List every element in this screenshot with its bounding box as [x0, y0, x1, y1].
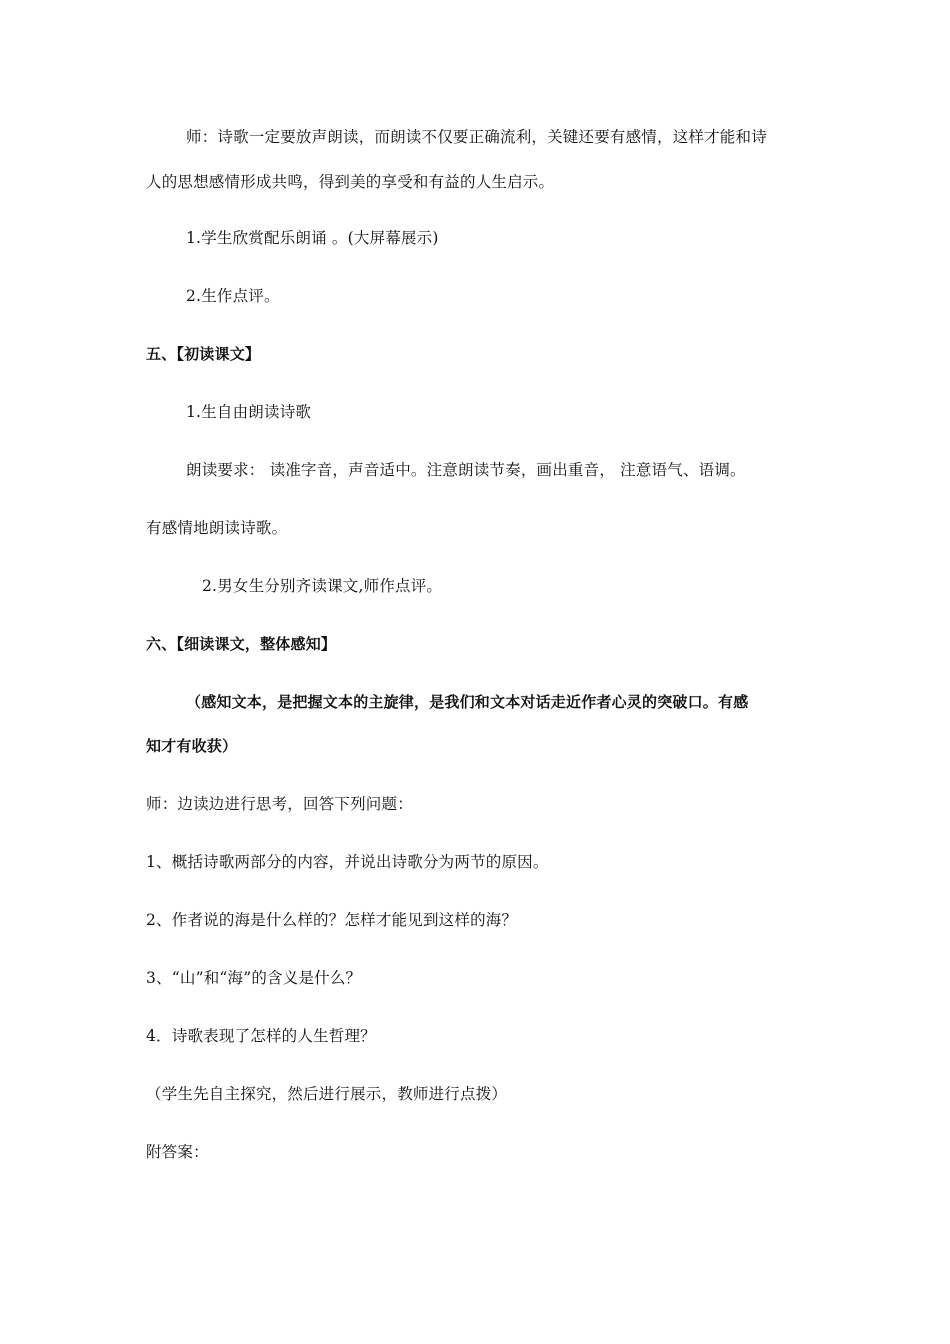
section-heading-five: 五、【初读课文】	[146, 345, 261, 363]
paragraph-free-reading: 1.生自由朗读诗歌	[186, 403, 312, 421]
question-4: 4．诗歌表现了怎样的人生哲理？	[146, 1027, 376, 1045]
paragraph-item-appreciate: 1.学生欣赏配乐朗诵 。(大屏幕展示)	[186, 229, 439, 247]
paragraph-perception-line1: （感知文本，是把握文本的主旋律，是我们和文本对话走近作者心灵的突破口。有感	[186, 693, 749, 711]
paragraph-answers-label: 附答案：	[146, 1143, 209, 1161]
paragraph-teacher-questions: 师：边读边进行思考，回答下列问题：	[146, 795, 413, 813]
paragraph-group-reading: 2.男女生分别齐读课文,师作点评。	[202, 577, 443, 595]
paragraph-reading-requirements: 朗读要求： 读准字音，声音适中。注意朗读节奏，画出重音， 注意语气、语调。	[186, 461, 746, 479]
paragraph-teacher-line1: 师：诗歌一定要放声朗读，而朗读不仅要正确流利，关键还要有感情，这样才能和诗	[186, 128, 767, 146]
paragraph-item-comment: 2.生作点评。	[186, 287, 280, 305]
question-3: 3、“山”和“海”的含义是什么？	[146, 969, 362, 987]
section-heading-six: 六、【细读课文，整体感知】	[146, 635, 337, 653]
paragraph-teacher-line2: 人的思想感情形成共鸣，得到美的享受和有益的人生启示。	[146, 173, 555, 191]
question-1: 1、概括诗歌两部分的内容，并说出诗歌分为两节的原因。	[146, 853, 549, 871]
paragraph-perception-line2: 知才有收获）	[146, 737, 238, 755]
paragraph-student-exploration: （学生先自主探究，然后进行展示，教师进行点拨）	[146, 1085, 508, 1103]
paragraph-read-with-feeling: 有感情地朗读诗歌。	[146, 519, 288, 537]
question-2: 2、作者说的海是什么样的？怎样才能见到这样的海？	[146, 911, 518, 929]
